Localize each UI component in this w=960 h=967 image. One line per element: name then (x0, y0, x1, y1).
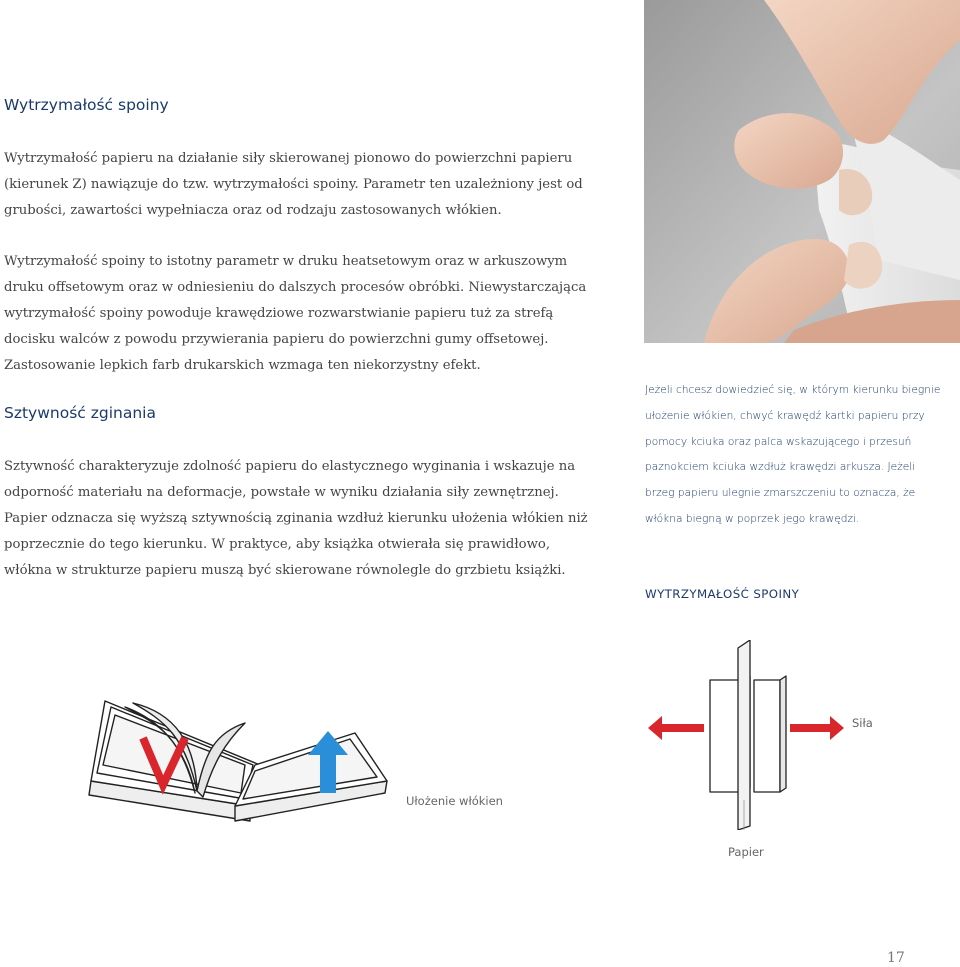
label-paper: Papier (728, 845, 764, 859)
heading-bending-stiffness: Sztywność zginania (4, 404, 156, 422)
hand-photo-illustration (644, 0, 960, 343)
photo-hand-paper (644, 0, 960, 343)
paragraph-stiffness-1: Sztywność charakteryzuje zdolność papieru do elastycznego wyginania i wskazuje na odporność materiału na deformacje, powstałe w wyniku działania siły zewnętrznej. Papier odznacza się wyższą sztywnością zginania wzdłuż kierunku ułożenia włókien niż poprzecznie do tego kierunku. W praktyce, aby książka otwierała się prawidłowo, włókna w strukturze papieru muszą być skierowane równolegle do grzbietu książki. (4, 459, 588, 578)
heading-seal-strength: Wytrzymałość spoiny (4, 96, 169, 114)
caption-fiber-test: Jeżeli chcesz dowiedzieć się, w którym kierunku biegnie ułożenie włókien, chwyć krawędź kartki papieru przy pomocy kciuka oraz palca wskazującego i przesuń paznokciem kciuka wzdłuż krawędzi arkusza. Jeżeli brzeg papieru ulegnie zmarszczeniu to oznacza, że włókna biegną w poprzek jego krawędzi. (645, 384, 941, 525)
paragraph-seal-1: Wytrzymałość papieru na działanie siły skierowanej pionowo do powierzchni papieru (kierunek Z) nawiązuje do tzw. wytrzymałości spoiny. Parametr ten uzależniony jest od grubości, zawartości wypełniacza oraz od rodzaju zastosowanych włókien. (4, 151, 583, 218)
force-arrow-right-icon (790, 716, 844, 740)
figure-section-label: WYTRZYMAŁOŚĆ SPOINY (645, 587, 800, 601)
paragraph-seal-2: Wytrzymałość spoiny to istotny parametr w druku heatsetowym oraz w arkuszowym druku offsetowym oraz w odniesieniu do dalszych procesów obróbki. Niewystarczająca wytrzymałość spoiny powoduje krawędziowe rozwarstwianie papieru tuż za strefą docisku walców z powodu przywierania papieru do powierzchni gumy offsetowej. Zastosowanie lepkich farb drukarskich wzmaga ten niekorzystny efekt. (4, 254, 587, 373)
force-arrow-left-icon (648, 716, 704, 740)
page-number: 17 (887, 950, 905, 966)
label-fibers: Ułożenie włókien (406, 794, 503, 808)
seal-strength-diagram (640, 640, 870, 830)
label-force: Siła (852, 716, 873, 730)
book-illustration (85, 693, 395, 823)
